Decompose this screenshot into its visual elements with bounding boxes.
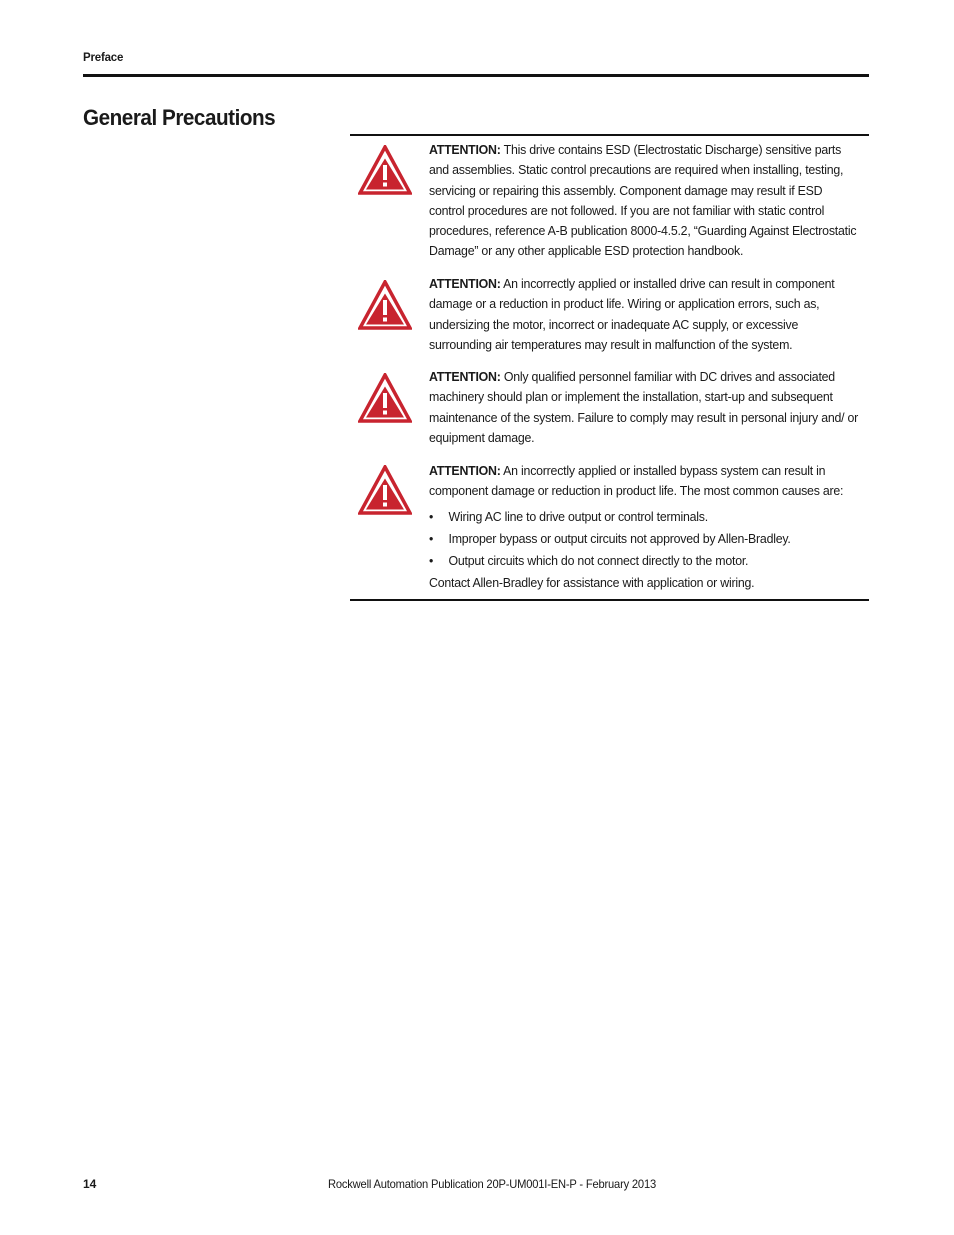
attention-body: An incorrectly applied or installed bypass system can result in component damage or reduction in product life. The most common causes are: bbox=[429, 463, 844, 499]
section-title: General Precautions bbox=[83, 105, 276, 130]
list-item: • Improper bypass or output circuits not approved by Allen-Bradley. bbox=[429, 529, 859, 549]
attention-triangle-icon bbox=[358, 280, 412, 330]
attention-text bbox=[429, 140, 859, 262]
attention-table-bottom-rule bbox=[350, 599, 869, 601]
attention-body: An incorrectly applied or installed drive can result in component damage or a reduction in product life. Wiring or application errors, such as, undersizing the motor, incorrect or inadequate AC supply, or excessive surrounding air temperatures may result in malfunction of the system. bbox=[429, 276, 835, 352]
attention-body: This drive contains ESD (Electrostatic Discharge) sensitive parts and assemblies. Static control precautions are required when installing, testing, servicing or repairing this assembly. Component damage may result if ESD control procedures are not followed. If you are not familiar with static control procedures, reference A-B publication 8000-4.5.2, “Guarding Against Electrostatic Damage” or any other applicable ESD protection handbook. bbox=[429, 142, 857, 259]
attention-triangle-icon bbox=[358, 145, 412, 195]
list-item: • Wiring AC line to drive output or control terminals. bbox=[429, 507, 859, 527]
attention-label: ATTENTION: bbox=[429, 463, 501, 478]
attention-closing: Contact Allen-Bradley for assistance with application or wiring. bbox=[429, 574, 755, 590]
attention-body: Only qualified personnel familiar with DC drives and associated machinery should plan or implement the installation, start-up and subsequent maintenance of the system. Failure to comply may result in personal injury and/ or equipment damage. bbox=[429, 369, 859, 445]
header-rule bbox=[83, 74, 869, 77]
attention-text bbox=[429, 367, 859, 448]
running-head: Preface bbox=[83, 52, 124, 64]
attention-label: ATTENTION: bbox=[429, 369, 501, 384]
attention-triangle-icon bbox=[358, 465, 412, 515]
attention-triangle-icon bbox=[358, 373, 412, 423]
attention-table-top-rule bbox=[350, 134, 869, 136]
attention-label: ATTENTION: bbox=[429, 276, 501, 291]
page-number: 14 bbox=[83, 1177, 97, 1191]
list-item: • Output circuits which do not connect directly to the motor. bbox=[429, 551, 859, 571]
attention-text bbox=[429, 461, 859, 593]
attention-text bbox=[429, 274, 859, 355]
attention-label: ATTENTION: bbox=[429, 142, 501, 157]
bullet-list bbox=[429, 507, 859, 571]
publication-footer: Rockwell Automation Publication 20P-UM001I-EN-P - February 2013 bbox=[328, 1177, 656, 1191]
